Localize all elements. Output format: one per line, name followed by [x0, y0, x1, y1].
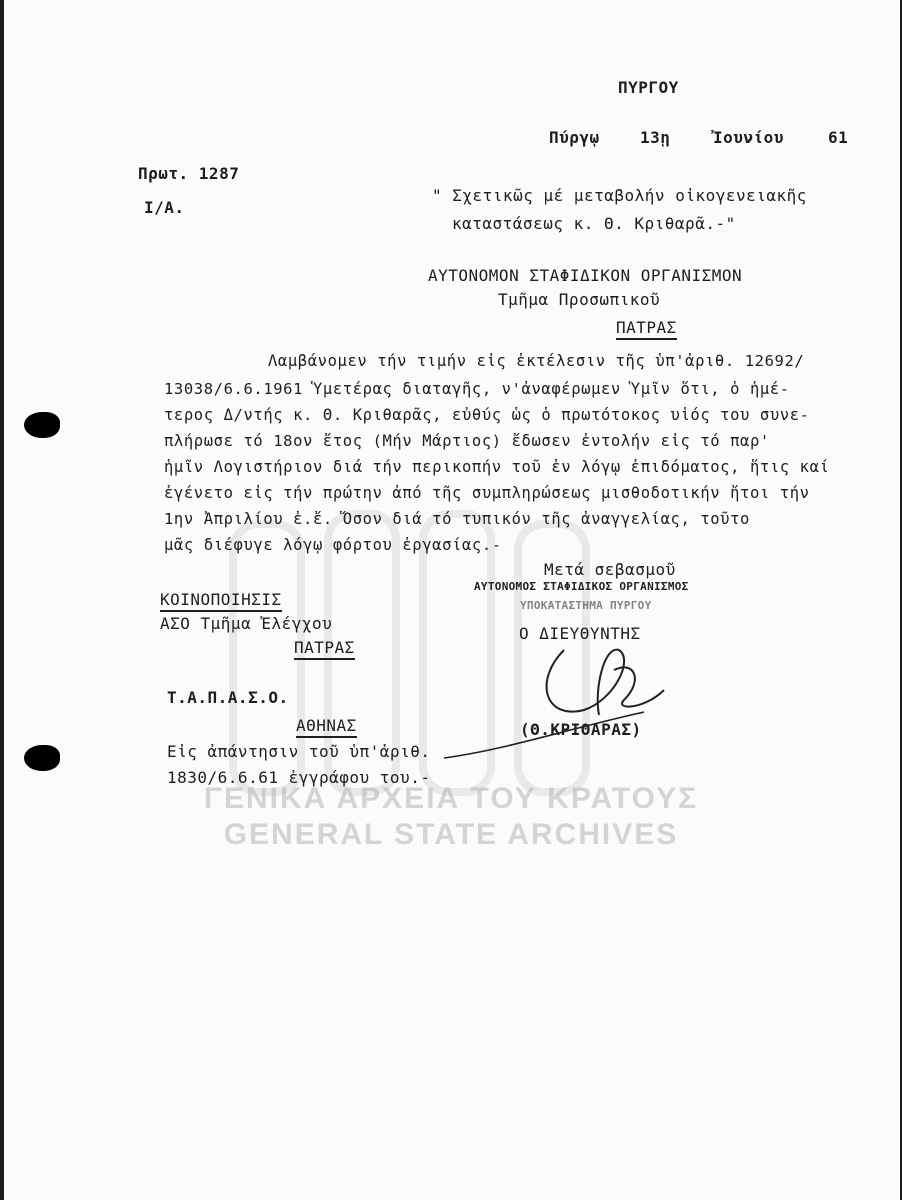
date-month: Ἰουνίου: [713, 128, 784, 147]
punch-hole-bottom: [24, 745, 60, 771]
watermark-line-english: GENERAL STATE ARCHIVES: [223, 818, 679, 851]
city-heading: ΠΥΡΓΟΥ: [618, 78, 679, 97]
date-year: 61: [828, 128, 849, 147]
date-day: 13ῃ: [640, 128, 671, 147]
signatory-title: Ο ΔΙΕΥΘΥΝΤΗΣ: [519, 624, 641, 643]
stamp-sub: ΥΠΟΚΑΤΑΣΤΗΜΑ ΠΥΡΓΟΥ: [520, 599, 652, 612]
body-line: 1ην Ἀπριλίου ἐ.ἔ. Ὅσον διά τό τυπικόν τῆς ἀναγγελίας, τοῦτο: [164, 510, 750, 528]
body-line: πλήρωσε τό 18ον ἔτος (Μήν Μάρτιος) ἔδωσεν ἐντολήν εἰς τό παρ': [164, 432, 770, 450]
distribution-item-2-city: ΑΘΗΝΑΣ: [296, 716, 357, 738]
recipient-city: ΠΑΤΡΑΣ: [616, 318, 677, 340]
distribution-item-1-city: ΠΑΤΡΑΣ: [294, 638, 355, 660]
distribution-item-2: Τ.Α.Π.Α.Σ.Ο.: [167, 688, 289, 707]
body-line: ἐγένετο εἰς τήν πρώτην ἀπό τῆς συμπληρώσεως μισθοδοτικήν ἤτοι τήν: [164, 484, 810, 502]
body-line: τερος Δ/ντής κ. Θ. Κριθαρᾶς, εὐθύς ὡς ὁ πρωτότοκος υἱός του συνε-: [164, 406, 810, 424]
recipient-org: ΑΥΤΟΝΟΜΟΝ ΣΤΑΦΙΔΙΚΟΝ ΟΡΓΑΝΙΣΜΟΝ: [428, 266, 743, 285]
closing-greeting: Μετά σεβασμοῦ: [544, 560, 676, 579]
date-place: Πύργῳ: [549, 128, 600, 147]
recipient-dept: Τμῆμα Προσωπικοῦ: [498, 290, 661, 309]
subject-line-1: " Σχετικῶς μέ μεταβολήν οἰκογενειακῆς: [432, 186, 807, 205]
distribution-item-2-reply: Εἰς ἀπάντησιν τοῦ ὑπ'ἀριθ.: [167, 742, 431, 761]
subject-line-2: καταστάσεως κ. Θ. Κριθαρᾶ.-": [452, 214, 736, 233]
document-page: [4, 0, 900, 1200]
body-line: Λαμβάνομεν τήν τιμήν εἰς ἐκτέλεσιν τῆς ὑπ'ἀριθ. 12692/: [268, 352, 805, 370]
distribution-item-2-ref: 1830/6.6.61 ἐγγράφου του.-: [167, 768, 431, 787]
punch-hole-top: [24, 412, 60, 438]
signatory-name: (Θ.ΚΡΙΘΑΡΑΣ): [520, 720, 642, 739]
protocol-number: Πρωτ. 1287: [138, 164, 240, 183]
scan-edge-left: [0, 0, 4, 1200]
body-line: ἡμῖν Λογιστήριον διά τήν περικοπήν τοῦ ἐν λόγῳ ἐπιδόματος, ἥτις καί: [164, 458, 830, 476]
distribution-item-1: ΑΣΟ Τμῆμα Ἐλέγχου: [160, 614, 333, 633]
reference-code: Ι/Α.: [144, 198, 185, 217]
body-line: μᾶς διέφυγε λόγῳ φόρτου ἐργασίας.-: [164, 536, 502, 554]
signature-stroke-line: [444, 710, 644, 770]
stamp-org: ΑΥΤΟΝΟΜΟΣ ΣΤΑΦΙΔΙΚΟΣ ΟΡΓΑΝΙΣΜΟΣ: [474, 580, 689, 593]
distribution-heading: ΚΟΙΝΟΠΟΙΗΣΙΣ: [160, 590, 282, 612]
watermark-line-greek: ΓΕΝΙΚΑ ΑΡΧΕΙΑ ΤΟΥ ΚΡΑΤΟΥΣ: [203, 782, 699, 815]
body-line: 13038/6.6.1961 Ὑμετέρας διαταγῆς, ν'ἀναφέρωμεν Ὑμῖν ὅτι, ὁ ἡμέ-: [164, 380, 790, 398]
